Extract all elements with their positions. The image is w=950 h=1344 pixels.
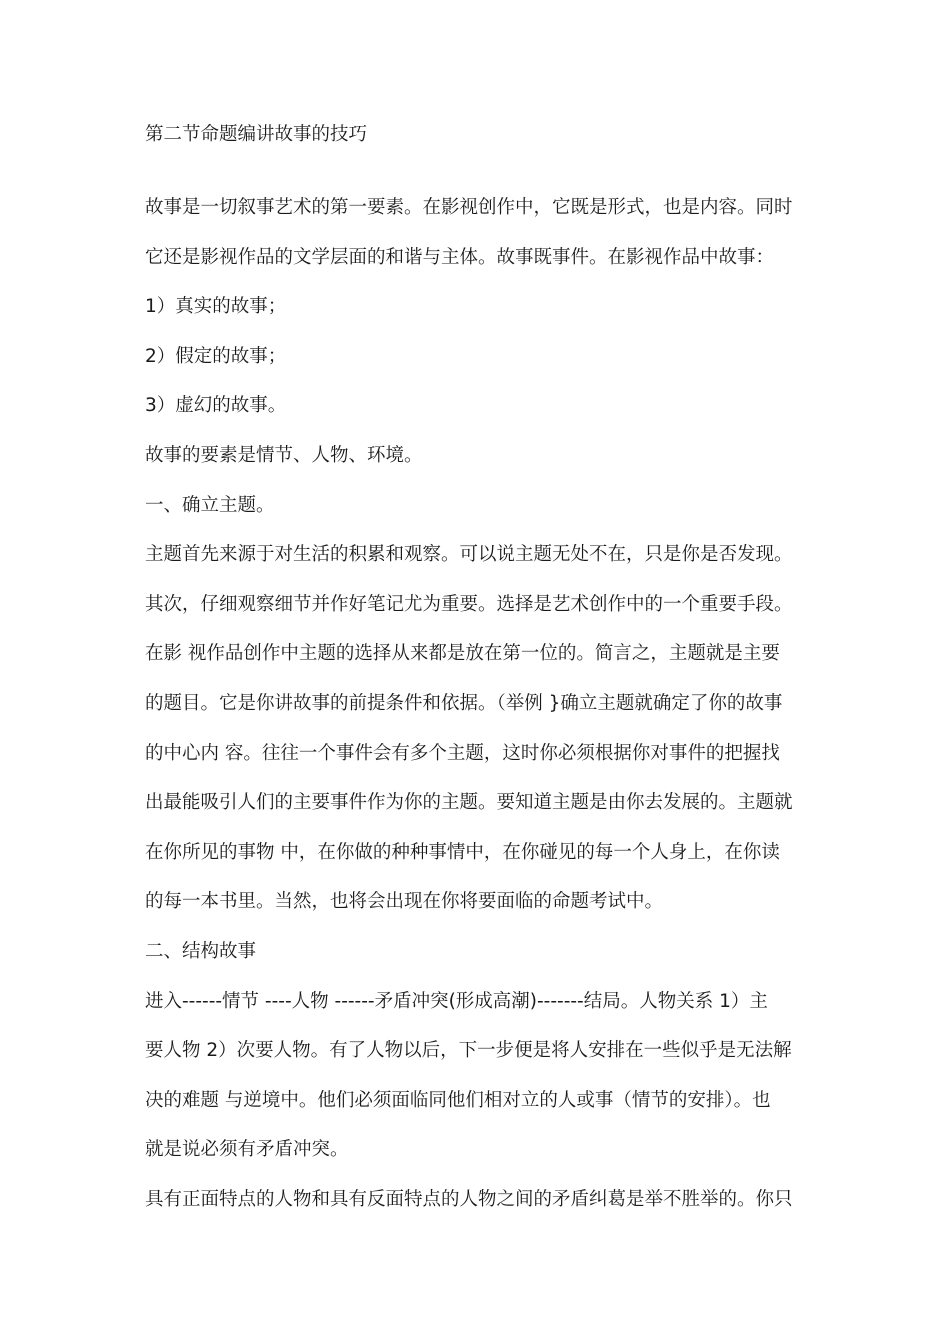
text-line: 进入------情节 ----人物 ------矛盾冲突(形成高潮)-------结局。人物关系 1）主 [145,990,768,1012]
text-line: 具有正面特点的人物和具有反面特点的人物之间的矛盾纠葛是举不胜举的。你只 [145,1188,793,1210]
text-line: 在影 视作品创作中主题的选择从来都是放在第一位的。简言之，主题就是主要 [145,643,780,665]
text-line: 故事是一切叙事艺术的第一要素。在影视创作中，它既是形式，也是内容。同时 [145,197,793,218]
list-item: 3）虚幻的故事。 [145,395,287,417]
text-line: 它还是影视作品的文学层面的和谐与主体。故事既事件。在影视作品中故事： [145,246,775,268]
text-line: 决的难题 与逆境中。他们必须面临同他们相对立的人或事（情节的安排）。也 [145,1089,771,1111]
list-item: 1）真实的故事； [145,296,287,318]
text-line: 要人物 2）次要人物。有了人物以后，下一步便是将人安排在一些似乎是无法解 [145,1040,792,1062]
subsection-heading: 一、确立主题。 [145,494,275,516]
section-title: 第二节命题编讲故事的技巧 [145,124,368,145]
text-line: 主题首先来源于对生活的积累和观察。可以说主题无处不在，只是你是否发现。 [145,544,793,566]
text-line: 的题目。它是你讲故事的前提条件和依据。（举例 }确立主题就确定了你的故事 [145,692,783,714]
text-line: 出最能吸引人们的主要事件作为你的主题。要知道主题是由你去发展的。主题就 [145,792,793,814]
text-line: 的每一本书里。当然，也将会出现在你将要面临的命题考试中。 [145,891,664,913]
body-text [145,195,825,1236]
subsection-heading: 二、结构故事 [145,940,257,962]
text-line: 的中心内 容。往往一个事件会有多个主题，这时你必须根据你对事件的把握找 [145,742,780,764]
text-line: 在你所见的事物 中，在你做的种种事情中，在你碰见的每一个人身上，在你读 [145,841,780,863]
text-line: 就是说必须有矛盾冲突。 [145,1139,349,1161]
list-item: 2）假定的故事； [145,345,287,367]
text-line: 其次，仔细观察细节并作好笔记尤为重要。选择是艺术创作中的一个重要手段。 [145,593,793,615]
text-line: 故事的要素是情节、人物、环境。 [145,444,423,466]
